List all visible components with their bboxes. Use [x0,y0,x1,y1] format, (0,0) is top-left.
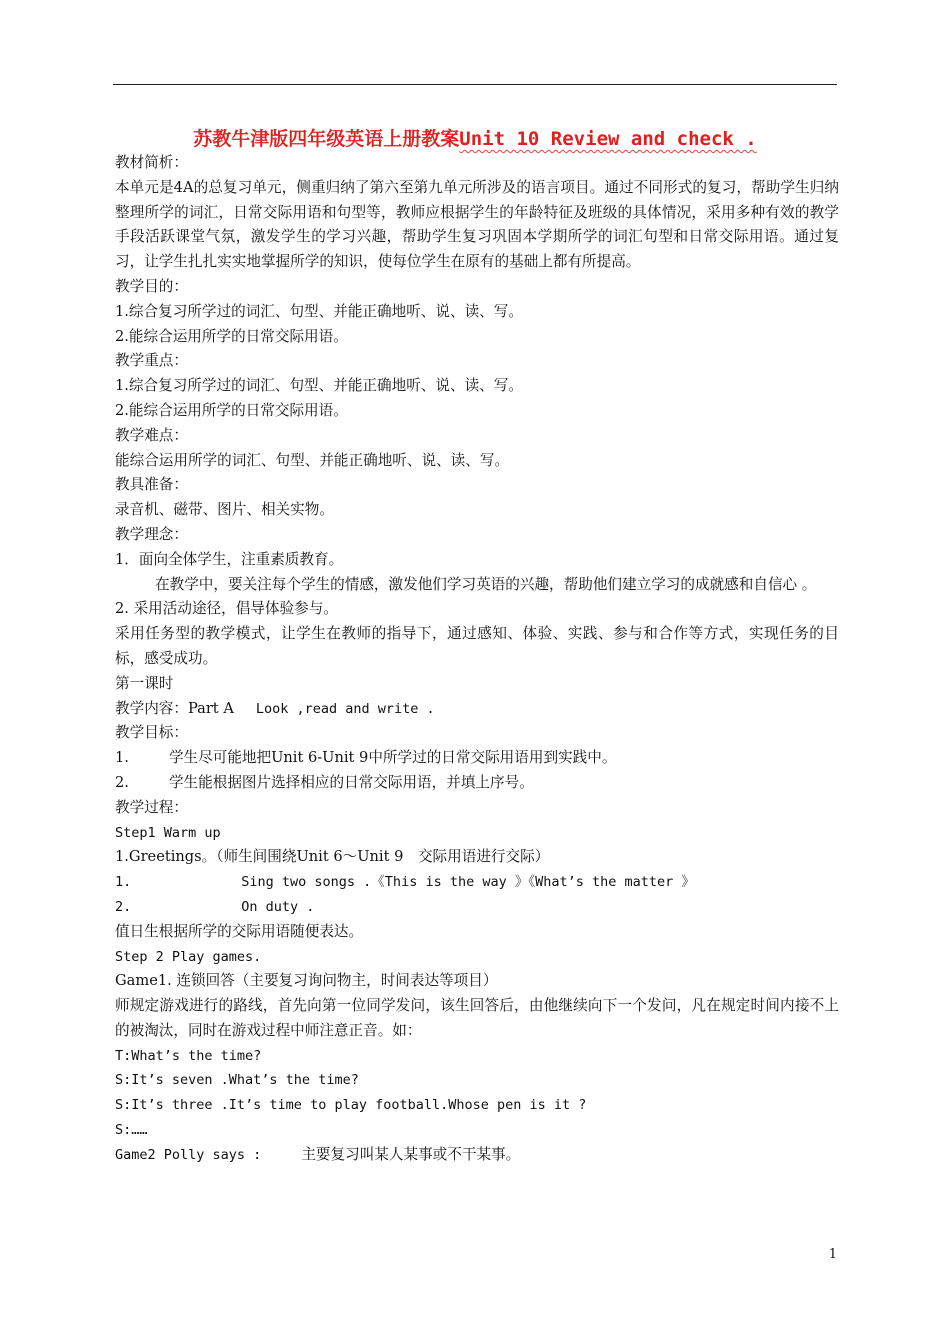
list-item [115,771,839,796]
dialogue-line: S:It’s three .It’s time to play football.Whose pen is it ? [115,1097,587,1114]
list-item [115,746,839,771]
dialogue-line: S:It’s seven .What’s the time? [115,1072,359,1089]
list-text: Sing two songs .《This is the way 》《What’s the matter 》 [241,874,695,891]
list-item: 2.能综合运用所学的日常交际用语。 [115,327,348,345]
document-title [0,124,950,151]
section-heading: 教学过程： [115,798,188,816]
list-number: 2. [115,898,132,915]
title-chinese: 苏教牛津版四年级英语上册教案 [193,128,460,150]
list-item: 2.能综合运用所学的日常交际用语。 [115,401,348,419]
content-line [115,697,839,722]
list-text: On duty . [241,898,315,915]
content-value: Look ,read and write . [255,700,435,717]
list-item [115,870,839,895]
section-heading: 教材简析： [115,154,188,171]
list-item: 1.综合复习所学过的词汇、句型、并能正确地听、说、读、写。 [115,302,523,320]
step-heading: Step 2 Play games. [115,948,262,965]
section-heading: 教学目的： [115,277,188,295]
content-label: 教学内容：Part A [115,699,234,717]
game-line [115,1143,839,1168]
list-text: 学生能根据图片选择相应的日常交际用语，并填上序号。 [168,773,534,791]
section-heading: 教具准备： [115,476,188,494]
list-number: 2. [115,773,129,791]
title-english: Unit 10 Review and check . [459,128,757,150]
paragraph: Game1. 连锁回答（主要复习询问物主，时间表达等项目） [115,972,498,990]
list-item: 1．面向全体学生，注重素质教育。 [115,550,344,568]
dialogue-line: T:What’s the time? [115,1047,262,1064]
section-heading: 教学难点： [115,426,188,444]
section-heading: 教学理念： [115,525,188,543]
paragraph: 录音机、磁带、图片、相关实物。 [115,501,334,519]
list-item [115,895,839,920]
paragraph: 师规定游戏进行的路线，首先向第一位同学发问，该生回答后，由他继续向下一个发问，凡在规定时间内接不上的被淘汰，同时在游戏过程中师注意正音。如： [115,997,839,1039]
game-label: Game2 Polly says : [115,1146,262,1163]
section-heading: 教学重点： [115,352,188,370]
paragraph: 1.Greetings。（师生间围绕Unit 6～Unit 9 交际用语进行交际） [115,848,550,866]
paragraph: 值日生根据所学的交际用语随便表达。 [115,922,364,940]
header-rule [113,84,837,85]
list-item: 1.综合复习所学过的词汇、句型、并能正确地听、说、读、写。 [115,377,523,395]
paragraph: 本单元是4A的总复习单元，侧重归纳了第六至第九单元所涉及的语言项目。通过不同形式的复习，帮助学生归纳整理所学的词汇，日常交际用语和句型等，教师应根据学生的年龄特征及班级的具体情况，采用多种有效的教学手段活跃课堂气氛，激发学生的学习兴趣，帮助学生复习巩固本学期所学的词汇句型和日常交际用语。通过复习，让学生扎扎实实地掌握所学的知识，使每位学生在原有的基础上都有所提高。 [115,178,839,271]
list-text: 学生尽可能地把Unit 6-Unit 9中所学过的日常交际用语用到实践中。 [168,749,617,767]
paragraph: 能综合运用所学的词汇、句型、并能正确地听、说、读、写。 [115,451,510,469]
list-item: 2. 采用活动途径，倡导体验参与。 [115,600,338,618]
game-text: 主要复习叫某人某事或不干某事。 [301,1145,521,1163]
page-number: 1 [828,1247,837,1262]
paragraph: 在教学中，要关注每个学生的情感，激发他们学习英语的兴趣，帮助他们建立学习的成就感和自信心 。 [155,575,817,593]
dialogue-line: S:…… [115,1122,148,1139]
paragraph: 采用任务型的教学模式，让学生在教师的指导下，通过感知、体验、实践、参与和合作等方式，实现任务的目标，感受成功。 [115,625,839,667]
list-number: 1. [115,749,129,767]
list-number: 1. [115,874,132,891]
document-body [115,151,839,1168]
step-heading: Step1 Warm up [115,824,221,841]
section-heading: 教学目标： [115,724,188,742]
lesson-heading: 第一课时 [115,674,174,692]
